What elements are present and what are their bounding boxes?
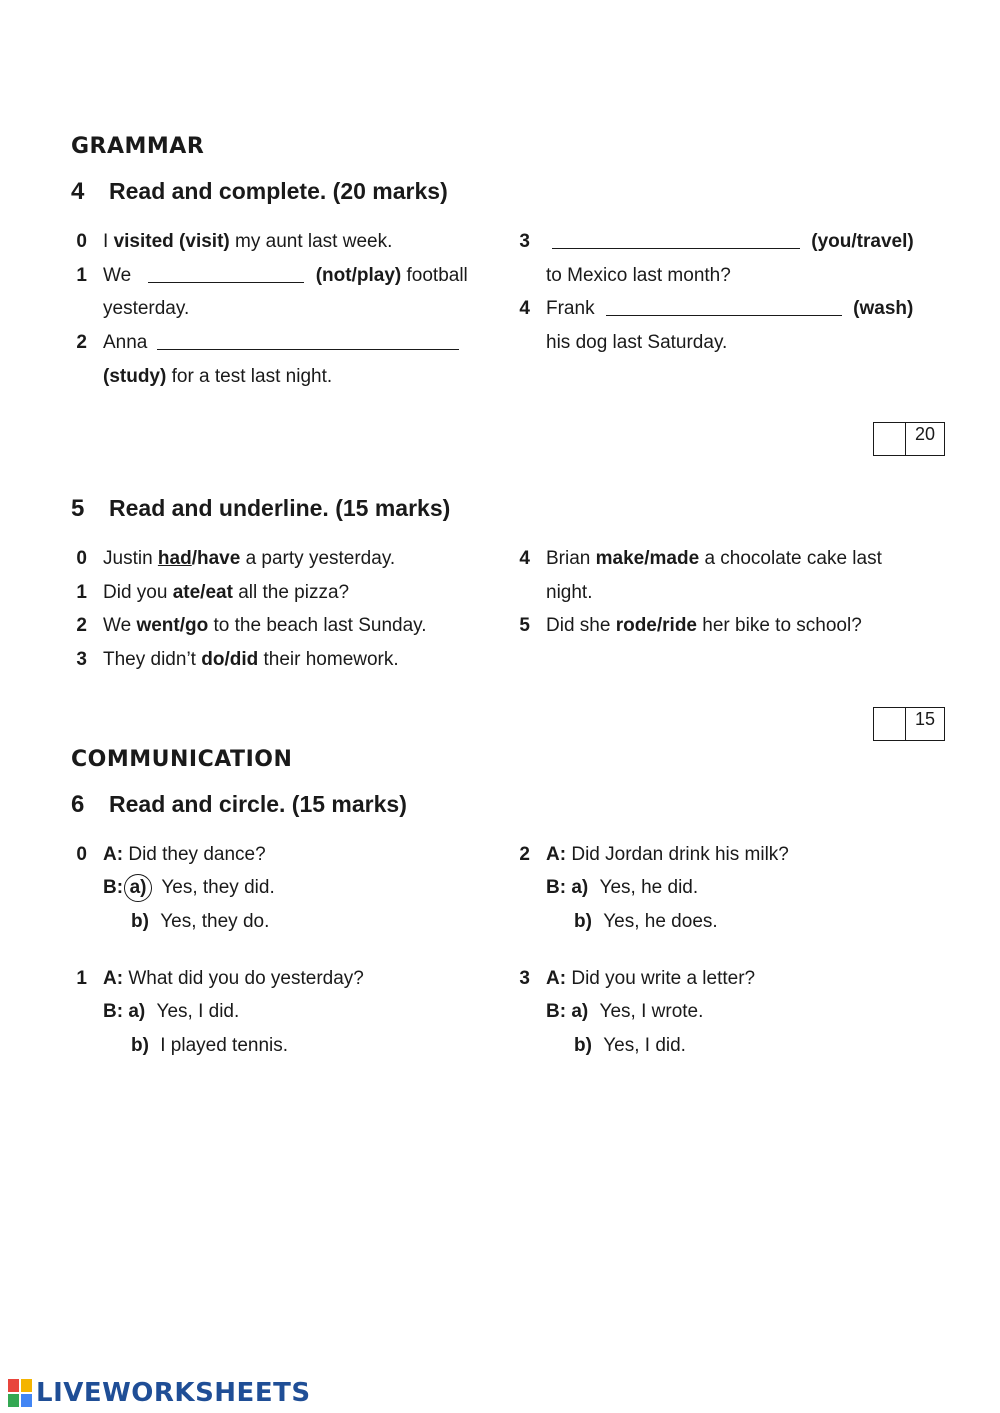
option-label: a)	[571, 1001, 589, 1022]
item-text: for a test last night.	[171, 366, 333, 387]
ex4-item-2-cont	[103, 360, 332, 394]
item-text: Justin	[103, 548, 153, 569]
item-text: I	[103, 231, 109, 252]
item-number: 1	[76, 265, 87, 286]
circled-answer: a)	[124, 874, 152, 902]
ex5-item-0	[71, 542, 511, 576]
speaker-b-label: B:	[103, 877, 124, 898]
ex4-item-1-cont: yesterday.	[103, 298, 190, 319]
brand-name: LIVEWORKSHEETS	[36, 1378, 311, 1408]
option-text: Yes, they did.	[161, 877, 275, 898]
item-text: a party yesterday.	[245, 548, 396, 569]
item-number: 2	[76, 615, 87, 636]
item-number: 3	[519, 968, 530, 989]
ex5-item-3	[71, 643, 511, 677]
liveworksheets-logo[interactable]	[8, 1378, 311, 1408]
speaker-b-label: B:	[546, 1001, 567, 1022]
ex6-item-0	[71, 838, 511, 872]
item-number: 0	[76, 231, 87, 252]
ex6-item-0-option-a[interactable]	[103, 871, 275, 905]
ex5-item-5	[514, 609, 954, 643]
ex6-item-3	[514, 962, 954, 996]
ex6-item-2	[514, 838, 954, 872]
item-text: a chocolate cake last	[704, 548, 882, 569]
item-text: Brian	[546, 548, 591, 569]
item-number: 0	[76, 548, 87, 569]
verb-hint: (you/travel)	[811, 231, 914, 252]
speaker-a-label: A:	[103, 844, 124, 865]
speaker-a-label: A:	[546, 968, 567, 989]
item-text: all the pizza?	[238, 582, 350, 603]
score-input[interactable]	[874, 708, 906, 740]
question-text: What did you do yesterday?	[128, 968, 364, 989]
option-label: a)	[571, 877, 589, 898]
score-input[interactable]	[874, 423, 906, 455]
ex4-item-4	[514, 292, 954, 326]
score-box-ex4[interactable]	[873, 422, 945, 456]
item-text: They didn’t	[103, 649, 196, 670]
option-label: b)	[131, 911, 149, 932]
ex5-item-4-cont: night.	[546, 582, 593, 603]
item-text: Frank	[546, 298, 595, 319]
section-title-grammar: GRAMMAR	[71, 134, 205, 159]
item-text: football	[406, 265, 468, 286]
ex6-item-3-option-b[interactable]	[574, 1029, 686, 1063]
exercise-title: Read and underline. (15 marks)	[109, 495, 451, 521]
ex4-item-2	[71, 326, 511, 360]
answer-blank[interactable]	[157, 329, 459, 350]
verb-hint: (visit)	[179, 231, 230, 252]
item-text: their homework.	[263, 649, 399, 670]
item-number: 0	[76, 844, 87, 865]
option-choice[interactable]: ate/eat	[172, 582, 233, 603]
option-choice[interactable]: went/go	[136, 615, 209, 636]
speaker-a-label: A:	[546, 844, 567, 865]
option-choice[interactable]: rode/ride	[615, 615, 698, 636]
option-text: Yes, I did.	[156, 1001, 240, 1022]
exercise-title: Read and circle. (15 marks)	[109, 791, 407, 817]
option-text: I played tennis.	[160, 1035, 289, 1056]
option-text: /have	[191, 548, 241, 569]
exercise-number: 4	[71, 178, 85, 205]
item-number: 1	[76, 968, 87, 989]
answer-blank[interactable]	[148, 262, 304, 283]
option-choice[interactable]: make/made	[595, 548, 700, 569]
option-label: a)	[128, 1001, 146, 1022]
verb-hint: (study)	[103, 366, 167, 387]
ex5-item-4	[514, 542, 954, 576]
item-number: 3	[76, 649, 87, 670]
item-number: 3	[519, 231, 530, 252]
ex4-item-1	[71, 259, 511, 293]
ex4-item-4-cont: his dog last Saturday.	[546, 332, 728, 353]
liveworksheets-logo-icon	[8, 1379, 32, 1407]
item-text: Did she	[546, 615, 611, 636]
underlined-answer: had	[157, 548, 192, 569]
exercise-number: 6	[71, 791, 85, 818]
item-number: 1	[76, 582, 87, 603]
exercise-title: Read and complete. (20 marks)	[109, 178, 448, 204]
ex6-item-1-option-b[interactable]	[131, 1029, 288, 1063]
ex4-item-3-cont: to Mexico last month?	[546, 265, 731, 286]
ex6-item-2-option-b[interactable]	[574, 905, 718, 939]
item-text: We	[103, 265, 132, 286]
question-text: Did you write a letter?	[571, 968, 756, 989]
item-text: We	[103, 615, 132, 636]
option-label: b)	[574, 911, 592, 932]
item-text: Did you	[103, 582, 168, 603]
ex4-item-0	[71, 225, 511, 259]
item-number: 2	[76, 332, 87, 353]
speaker-b-label: B:	[103, 1001, 124, 1022]
option-text: Yes, I did.	[603, 1035, 686, 1056]
option-choice[interactable]: do/did	[201, 649, 259, 670]
item-text: her bike to school?	[702, 615, 862, 636]
ex6-item-3-option-a[interactable]	[546, 995, 703, 1029]
exercise-6-heading	[71, 791, 407, 819]
item-number: 4	[519, 548, 530, 569]
answer-blank[interactable]	[606, 295, 842, 316]
item-text: my aunt last week.	[235, 231, 393, 252]
item-number: 2	[519, 844, 530, 865]
item-number: 5	[519, 615, 530, 636]
ex6-item-1	[71, 962, 511, 996]
score-max: 15	[914, 709, 936, 729]
ex5-item-1	[71, 576, 511, 610]
ex5-item-2	[71, 609, 511, 643]
option-label: b)	[574, 1035, 592, 1056]
item-number: 4	[519, 298, 530, 319]
exercise-4-heading	[71, 178, 448, 206]
answer-blank[interactable]	[552, 228, 800, 249]
verb-hint: (not/play)	[315, 265, 402, 286]
example-answer: visited	[113, 231, 174, 252]
item-text: Anna	[103, 332, 148, 353]
option-label: b)	[131, 1035, 149, 1056]
ex6-item-0-option-b[interactable]	[131, 905, 269, 939]
verb-hint: (wash)	[853, 298, 914, 319]
section-title-communication: COMMUNICATION	[71, 747, 293, 772]
ex6-item-1-option-a[interactable]	[103, 995, 239, 1029]
speaker-a-label: A:	[103, 968, 124, 989]
option-text: Yes, he did.	[599, 877, 699, 898]
item-text: to the beach last Sunday.	[213, 615, 427, 636]
question-text: Did Jordan drink his milk?	[571, 844, 789, 865]
score-max: 20	[914, 424, 936, 444]
speaker-b-label: B:	[546, 877, 567, 898]
question-text: Did they dance?	[128, 844, 266, 865]
exercise-number: 5	[71, 495, 85, 522]
exercise-5-heading	[71, 495, 450, 523]
ex6-item-2-option-a[interactable]	[546, 871, 698, 905]
option-text: Yes, he does.	[603, 911, 718, 932]
score-box-ex5[interactable]	[873, 707, 945, 741]
ex4-item-3	[514, 225, 954, 259]
option-text: Yes, they do.	[160, 911, 270, 932]
option-text: Yes, I wrote.	[599, 1001, 704, 1022]
